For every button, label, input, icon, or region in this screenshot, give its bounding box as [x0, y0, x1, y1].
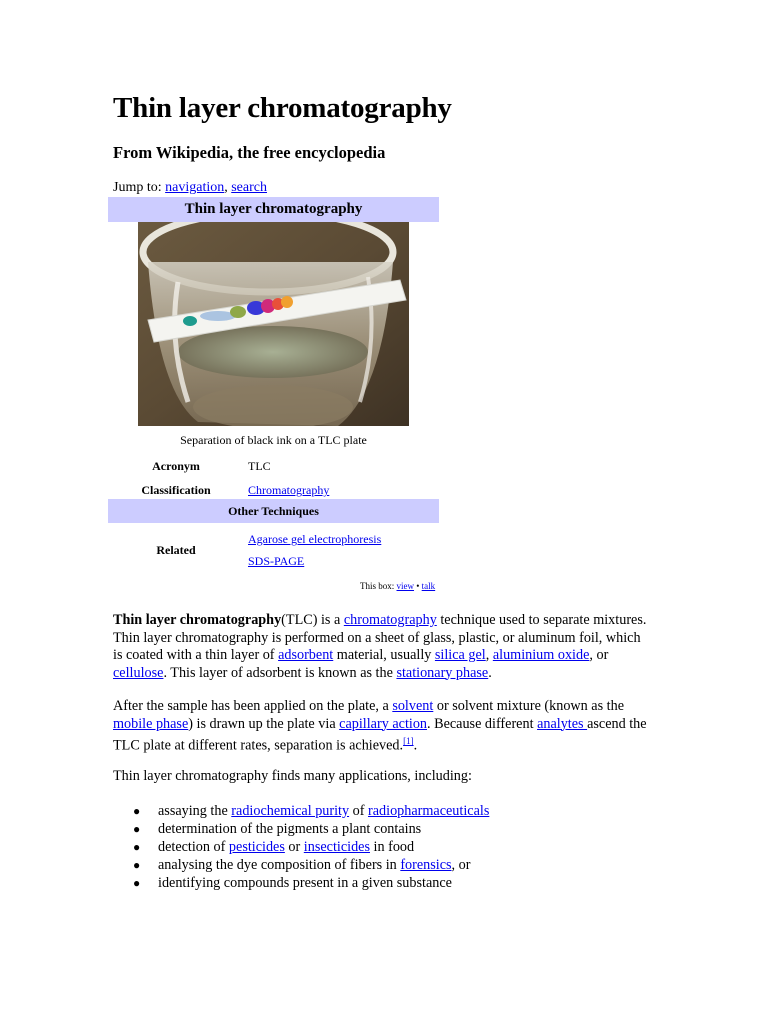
list-item — [113, 874, 653, 892]
text: , — [485, 647, 493, 663]
text: analysing the dye composition of fibers in — [158, 857, 401, 873]
text: (TLC) is a — [281, 612, 344, 628]
acronym-value: TLC — [248, 459, 271, 473]
other-techniques-header: Other Techniques — [108, 499, 439, 523]
thisbox-talk-link[interactable]: talk — [421, 581, 436, 591]
classification-link[interactable]: Chromatography — [248, 483, 330, 497]
link-pesticides[interactable]: pesticides — [228, 839, 285, 855]
link-silica-gel[interactable]: silica gel — [434, 647, 486, 663]
intro-bold-term: Thin layer chromatography — [113, 612, 282, 628]
text: identifying compounds present in a given substance — [158, 875, 452, 891]
related-link-agarose[interactable]: Agarose gel electrophoresis — [248, 532, 382, 546]
page-title: Thin layer chromatography — [113, 92, 452, 124]
link-forensics[interactable]: forensics — [400, 857, 452, 873]
paragraph-applications: Thin layer chromatography finds many applications, including: — [113, 768, 472, 784]
text: , or — [589, 647, 609, 663]
tlc-plate-photo-graphic — [138, 222, 409, 426]
text: ) is drawn up the plate via — [188, 715, 340, 732]
link-capillary-action[interactable]: capillary action — [339, 715, 428, 732]
navigation-link[interactable]: navigation — [165, 180, 225, 195]
link-solvent[interactable]: solvent — [392, 698, 434, 714]
list-item — [113, 820, 653, 838]
link-cellulose[interactable]: cellulose — [113, 664, 164, 681]
bullet-icon: ● — [133, 822, 141, 836]
text: . This layer of adsorbent is known as the — [163, 664, 397, 681]
link-mobile-phase[interactable]: mobile phase — [113, 715, 189, 732]
reference-link[interactable]: [1] — [403, 736, 414, 746]
bullet-icon: ● — [133, 804, 141, 818]
paragraph-intro — [113, 612, 653, 682]
text: , or — [451, 857, 471, 873]
list-item — [113, 838, 653, 856]
text: of — [349, 803, 369, 819]
list-item — [113, 856, 653, 874]
text: material, usually — [333, 647, 435, 663]
text: detection of — [158, 839, 229, 855]
text: technique used to separate mixtures. Thin layer chromatography is performed on a sheet of glass, plastic, or aluminum foil, which is coated with a thin layer of — [113, 612, 647, 663]
text: . — [413, 737, 418, 754]
link-stationary-phase[interactable]: stationary phase — [396, 664, 489, 681]
link-chromatography[interactable]: chromatography — [343, 612, 437, 628]
jump-separator: , — [224, 180, 232, 195]
bullet-icon: ● — [133, 840, 141, 854]
thisbox-prefix: This box: — [360, 581, 397, 591]
text: or — [284, 839, 304, 855]
classification-label: Classification — [141, 483, 211, 497]
thisbox-separator: • — [414, 581, 422, 591]
search-link[interactable]: search — [231, 180, 267, 195]
link-insecticides[interactable]: insecticides — [303, 839, 370, 855]
text: . — [488, 664, 492, 681]
link-adsorbent[interactable]: adsorbent — [278, 647, 334, 663]
related-link-sds-page[interactable]: SDS-PAGE — [248, 554, 305, 568]
infobox-title: Thin layer chromatography — [108, 197, 439, 222]
tlc-plate-photo — [138, 222, 409, 426]
infobox — [108, 197, 439, 591]
link-analytes[interactable]: analytes — [537, 715, 588, 732]
text: . Because different — [427, 715, 538, 732]
acronym-label: Acronym — [152, 459, 200, 473]
text: in food — [369, 839, 415, 855]
paragraph-mobile-phase — [113, 698, 653, 755]
list-item — [113, 802, 653, 820]
link-aluminium-oxide[interactable]: aluminium oxide — [492, 647, 590, 663]
link-radiochemical-purity[interactable]: radiochemical purity — [231, 803, 350, 819]
link-radiopharmaceuticals[interactable]: radiopharmaceuticals — [368, 803, 490, 819]
bullet-icon: ● — [133, 876, 141, 890]
text: ascend the TLC plate at different rates, separation is achieved. — [113, 715, 647, 754]
infobox-caption: Separation of black ink on a TLC plate — [180, 433, 367, 447]
thisbox-view-link[interactable]: view — [396, 581, 415, 591]
text: or solvent mixture (known as the — [433, 698, 625, 714]
related-label: Related — [156, 543, 196, 557]
page-subtitle: From Wikipedia, the free encyclopedia — [113, 143, 386, 162]
text: determination of the pigments a plant contains — [158, 821, 422, 837]
text: After the sample has been applied on the plate, a — [113, 698, 393, 714]
bullet-icon: ● — [133, 858, 141, 872]
text: assaying the — [158, 803, 232, 819]
jump-prefix: Jump to: — [113, 180, 166, 195]
jump-to-line — [113, 180, 267, 196]
applications-list — [113, 802, 653, 892]
